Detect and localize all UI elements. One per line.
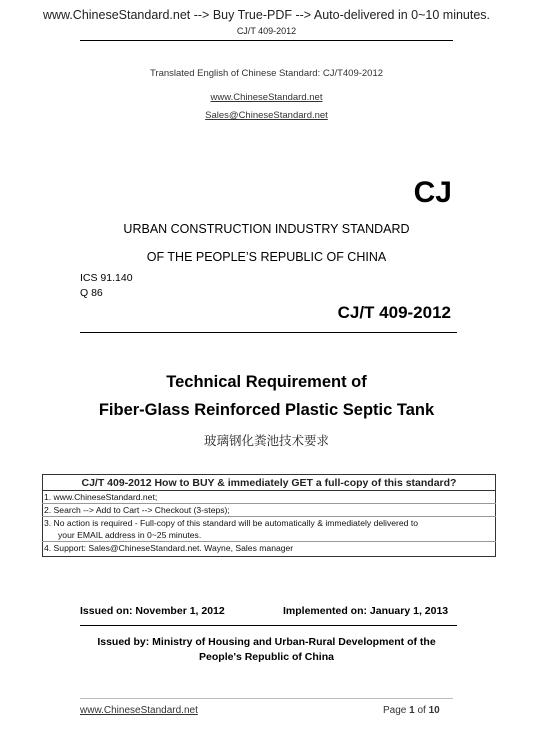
implemented-date: Implemented on: January 1, 2013 xyxy=(283,605,449,617)
standard-type-line1: URBAN CONSTRUCTION INDUSTRY STANDARD xyxy=(123,222,410,236)
issued-date: Issued on: November 1, 2012 xyxy=(80,605,225,617)
purchase-heading: CJ/T 409-2012 How to BUY & immediately GET a full-copy of this standard? xyxy=(81,477,457,489)
footer-website-link[interactable]: www.ChineseStandard.net xyxy=(80,705,198,716)
page-of-label: of xyxy=(414,705,429,716)
standard-number: CJ/T 409-2012 xyxy=(337,303,451,322)
chinese-title: 玻璃钢化粪池技术要求 xyxy=(203,433,329,448)
purchase-step-3: 3. No action is required - Full-copy of this standard will be automatically & immediately delivered to xyxy=(44,518,418,528)
q-code: Q 86 xyxy=(80,287,103,299)
page-number: 1 xyxy=(409,705,415,716)
header-banner: www.ChineseStandard.net --> Buy True-PDF --> Auto-delivered in 0~10 minutes. xyxy=(42,8,491,22)
page-label: Page xyxy=(383,705,410,716)
email-link[interactable]: Sales@ChineseStandard.net xyxy=(205,110,328,121)
header-divider xyxy=(80,40,453,41)
issuer-line1: Issued by: Ministry of Housing and Urban-Rural Development of the xyxy=(97,636,436,648)
standard-mark: CJ xyxy=(413,176,452,209)
purchase-divider xyxy=(42,490,496,491)
purchase-step-3-cont: your EMAIL address in 0~25 minutes. xyxy=(58,530,202,540)
page-total: 10 xyxy=(428,705,440,716)
issuer-line2: People's Republic of China xyxy=(199,651,334,663)
standard-type-line2: OF THE PEOPLE’S REPUBLIC OF CHINA xyxy=(146,250,387,264)
header-code: CJ/T 409-2012 xyxy=(236,26,297,36)
row-divider xyxy=(42,503,496,504)
row-divider xyxy=(42,541,496,542)
dates-divider xyxy=(80,625,457,626)
purchase-step-2: 2. Search --> Add to Cart --> Checkout (3-steps); xyxy=(44,505,230,515)
title-line2: Fiber-Glass Reinforced Plastic Septic Tank xyxy=(98,401,435,419)
title-divider xyxy=(80,332,457,333)
page-indicator xyxy=(383,705,440,716)
translated-note: Translated English of Chinese Standard: CJ/T409-2012 xyxy=(149,68,384,79)
purchase-step-4: 4. Support: Sales@ChineseStandard.net. Wayne, Sales manager xyxy=(44,543,294,553)
ics-code: ICS 91.140 xyxy=(80,272,133,284)
title-line1: Technical Requirement of xyxy=(166,373,367,391)
purchase-step-1[interactable]: 1. www.ChineseStandard.net; xyxy=(44,492,158,502)
footer-divider xyxy=(80,698,453,699)
website-link[interactable]: www.ChineseStandard.net xyxy=(210,92,323,103)
row-divider xyxy=(42,516,496,517)
